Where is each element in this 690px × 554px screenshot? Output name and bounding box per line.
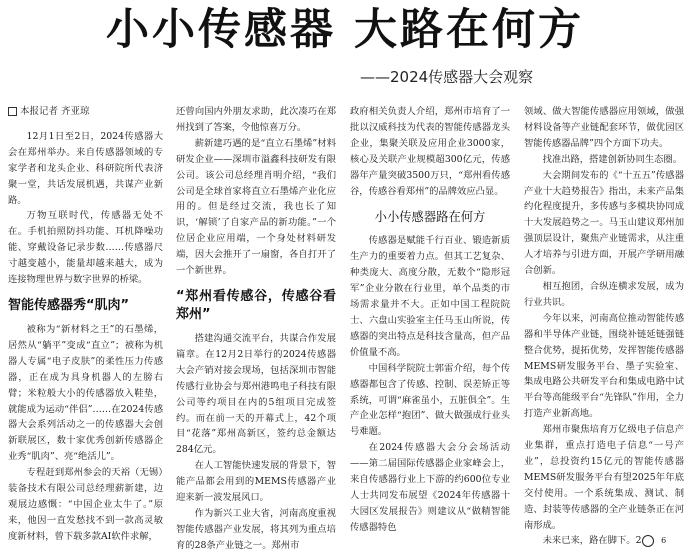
paragraph: 在2024传感器大会分会场活动——第二届国际传感器企业家峰会上，来自传感器行业上下游的约600位专业人士共同发布展望《2024年传感器十大园区发展报告》则建议从“做精智能传感器特色 — [350, 442, 510, 533]
square-bullet-icon — [8, 107, 17, 116]
section-heading: 智能传感器秀“肌肉” — [8, 297, 130, 313]
paragraph: 搭建沟通交流平台，共谋合作发展篇章。在12月2日举行的2024传感器大会产销对接会现场，包括深圳市智能传感行业协会与郑州港鸣电子科技有限公司等约项目在内的5组项目完成签约。而在前一天的开幕式上，42个项目“花落”郑州高新区，签约总金额达284亿元。 — [176, 332, 336, 456]
paragraph: 作为新兴工业大省，河南高度重视智能传感器产业发展，将其列为重点培育的28条产业链之一。郑州市 — [176, 507, 336, 551]
article-column-2 — [176, 104, 336, 551]
paragraph: 薪新建巧遇的是“直立石墨烯”材料研发企业——深圳市溢鑫科技研发有限公司。该公司总经理肖明介绍，“我们公司是全球首家将直立石墨烯产业化应用的。但是经过交流，我也长了知识，‘解锁’了自家产品的新功能。”一个位居企业应用端，一个身处材料研发端，因大会推开了一扇窗，各自打开了一个新世界。 — [176, 137, 336, 277]
paragraph: 专程赶到郑州参会的天裕（无锡）装备技术有限公司总经理薪新建，边观展边感慨：“中国企业太牛了。”原来，他因一直发愁找不到一款高灵敏度新材料，曾下载多款AI软件求解， — [8, 467, 163, 542]
page-ref-number: 2 — [635, 535, 642, 547]
paragraph: 郑州市聚焦培育万亿级电子信息产业集群，重点打造电子信息“一号产业”，总投资约15亿元的智能传感器MEMS研发服务平台有望2025年年底交付使用。一个系统集成、测试、制造、封装等传感器的全产业链条正在河南形成。 — [524, 424, 684, 531]
byline-text: 本报记者 齐亚琼 — [20, 106, 90, 117]
paragraph: 传感器是赋能千行百业、锻造新质生产力的重要着力点。但其工艺复杂、种类庞大、高度分散，无数个“隐形冠军”企业分散在行业里，单个品类的市场需求量并不大。正如中国工程院院士、六盘山实验室主任马玉山所说，传感器的突出特点是科技含量高，但产品价值量不高。 — [350, 235, 510, 358]
paragraph: 被称为“新材料之王”的石墨烯，居然从“躺平”变成“直立”；被称为机器人专属“电子皮肤”的柔性压力传感器，正在成为具身机器人的左膀右臂；米粒般大小的传感器放入鞋垫，就能成为运动“伴侣”……在2024传感器大会系列活动之一的传感器大会创新联展区，数十家优秀创新传感器企业秀“肌肉”、亮“绝活儿”。 — [8, 323, 163, 463]
paragraph: 相互抱团，合纵连横求发展，成为行业共识。 — [524, 280, 684, 308]
paragraph: 还曾向国内外朋友求助，此次凑巧在郑州找到了答案，令他惊喜万分。 — [176, 106, 336, 133]
paragraph: 大会期间发布的《“十五五”传感器产业十大趋势报告》指出，未来产品集约化程度提升，多传感与多模块协同成十大发展趋势之一。马玉山建议郑州加强顶层设计，聚焦产业链需求，从注重人才培养与引进方面，开展产学研用融合创新。 — [524, 169, 684, 277]
article-column-4 — [524, 104, 684, 547]
section-heading: “郑州看传感谷，传感谷看郑州” — [176, 288, 336, 322]
page-ref-circle-icon: 6 — [642, 535, 654, 547]
paragraph: 中国科学院院士郭雷介绍，每个传感器都包含了传感、控制、误差矫正等系统，可谓“麻雀虽小，五脏俱全”。生产企业怎样“抱团”、做大做强成行业头号难题。 — [350, 362, 510, 438]
article-column-3 — [350, 104, 510, 533]
paragraph: 12月1日至2日，2024传感器大会在郑州举办。来自传感器领域的专家学者和龙头企业、科研院所代表济聚一堂，共话发展机遇，共谋产业新路。 — [8, 130, 163, 206]
paragraph: 领域、做大智能传感器应用领域，做强材料设备等产业链配套环节，做优园区智能传感器品牌”四个方面下功夫。 — [524, 106, 684, 149]
paragraph: 万物互联时代，传感器无处不在。手机拍照防抖功能、耳机降噪功能、穿戴设备记录步数……传感器尺寸越变越小，能量却越来越大，成为连接物理世界与数字世界的桥梁。 — [8, 210, 163, 286]
headline: 小小传感器 大路在何方 — [106, 5, 584, 55]
closing-paragraph — [524, 533, 684, 549]
section-heading: 小小传感器路在何方 — [374, 210, 486, 225]
byline — [8, 104, 163, 120]
paragraph: 找准出路，搭建创新协同生态圈。 — [542, 153, 683, 165]
paragraph: 今年以来，河南高位推动智能传感器和半导体产业链，围绕补链延链强链整合优势，提拓优势，发挥智能传感器MEMS研发服务平台、墨子实验室、集成电路公共研发平台和集成电路中试平台等高能级平台“先锋队”作用，全力打造产业新高地。 — [524, 312, 684, 420]
article-column-1 — [8, 104, 163, 542]
paragraph: 在人工智能快速发展的背景下，智能产品都会用到的MEMS传感器产业迎来新一波发展风口。 — [176, 460, 336, 504]
subheadline: ——2024传感器大会观察 — [360, 68, 534, 86]
closing-text: 未来已来，路在脚下。 — [542, 535, 636, 547]
paragraph: 政府相关负责人介绍，郑州市培育了一批以汉威科技为代表的智能传感器龙头企业，集聚关联及应用企业3000家，核心及关联产业规模超300亿元，传感器年产量突破3500万只，“郑州看传感谷，传感谷看郑州”的品牌效应凸显。 — [350, 106, 510, 197]
